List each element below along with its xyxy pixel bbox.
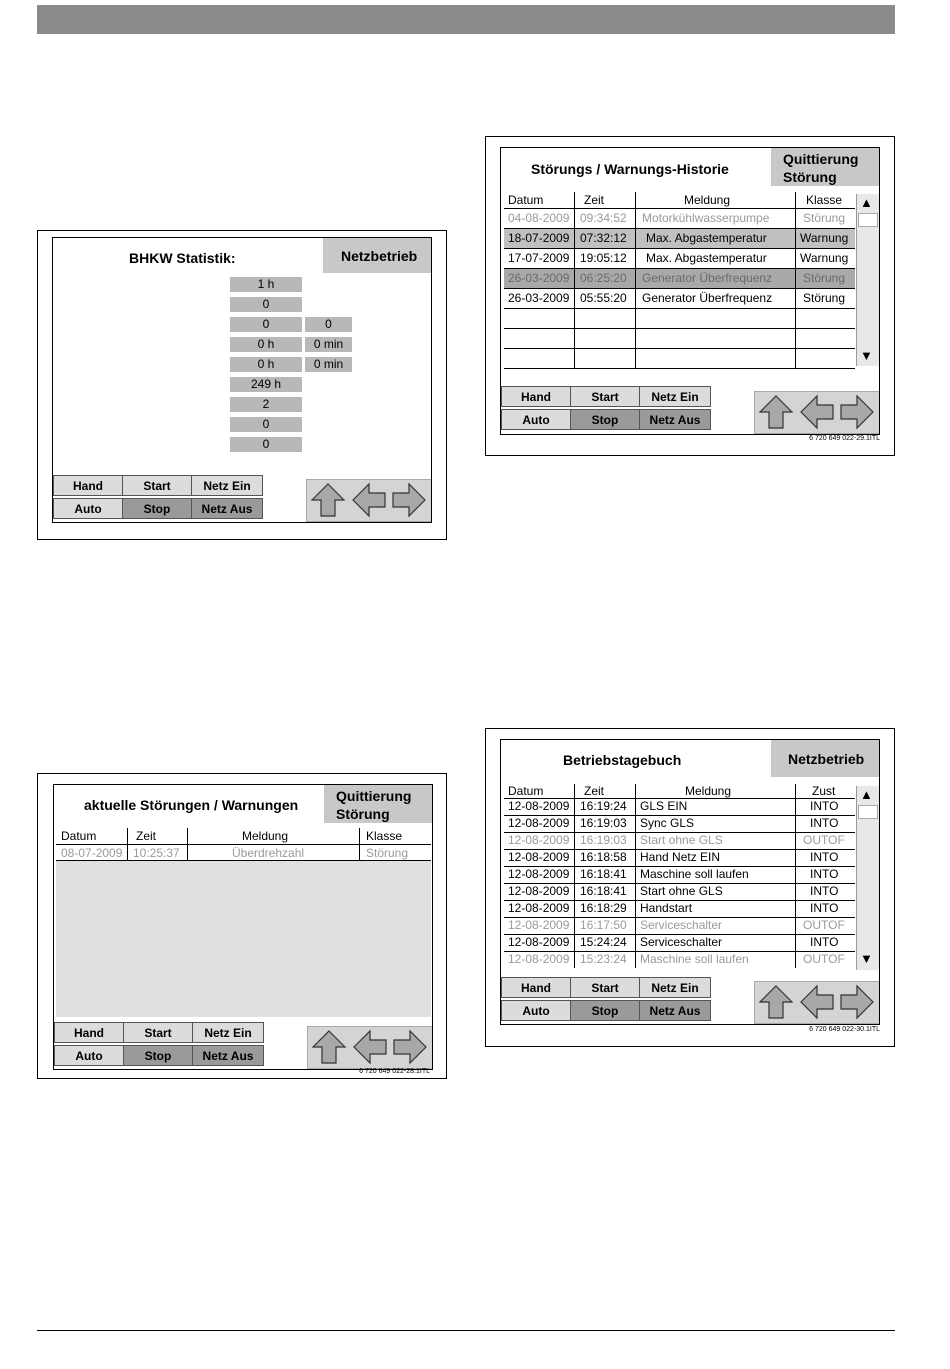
history-panel [485,136,895,456]
arrow-right-icon[interactable] [392,1029,428,1065]
start-button[interactable]: Start [570,386,640,407]
column-divider [635,784,636,968]
page-title: aktuelle Störungen / Warnungen [84,797,299,813]
navigation-group [754,981,880,1024]
stop-button[interactable]: Stop [570,409,640,430]
table-row[interactable]: 12-08-2009 16:18:41 Start ohne GLS INTO [504,884,855,901]
table-row[interactable]: 26-03-2009 05:55:20 Generator Überfrequenz Störung [504,289,855,309]
table-row[interactable]: 12-08-2009 16:19:24 GLS EIN INTO [504,799,855,816]
page-title: BHKW Statistik: [129,250,236,266]
stat-value: 0 [230,437,302,452]
column-header-datum: Datum [508,193,544,207]
table-header [56,828,431,845]
table-header [504,192,855,209]
column-header-meldung: Meldung [685,784,732,798]
table-row[interactable]: 12-08-2009 16:19:03 Sync GLS INTO [504,816,855,833]
quittierung-button[interactable]: Quittierung Störung [771,148,879,186]
navigation-group [306,479,432,522]
history-table [504,192,855,365]
stat-value: 249 h [230,377,302,392]
table-header [504,784,855,799]
arrow-right-icon[interactable] [839,984,875,1020]
current-screen [53,784,433,1070]
column-header-zust: Zust [812,784,836,798]
netz-aus-button[interactable]: Netz Aus [639,409,711,430]
figure-caption: 6 720 649 022-30.1ITL [809,1026,880,1033]
column-divider [127,828,128,861]
stat-value: 0 h [230,337,302,352]
auto-button[interactable]: Auto [54,1045,124,1066]
scroll-up-icon[interactable]: ▲ [860,195,873,210]
arrow-right-icon[interactable] [391,482,427,518]
arrow-up-icon[interactable] [311,1029,347,1065]
stat-value: 0 [230,297,302,312]
column-divider [574,784,575,968]
stat-value-secondary: 0 [305,317,352,332]
hand-button[interactable]: Hand [53,475,123,496]
scrollbar[interactable] [856,786,879,970]
stat-value: 0 [230,417,302,432]
column-header-zeit: Zeit [136,829,157,843]
stop-button[interactable]: Stop [570,1000,640,1021]
stat-value-secondary: 0 min [305,357,352,372]
status-badge: Netzbetrieb [323,238,431,273]
stat-value: 0 h [230,357,302,372]
column-divider [635,192,636,369]
table-row[interactable] [504,309,855,329]
table-row[interactable] [504,329,855,349]
table-row[interactable] [504,349,855,369]
start-button[interactable]: Start [123,1022,193,1043]
scroll-down-icon[interactable]: ▼ [860,951,873,966]
figure-caption: 6 720 649 022-29.1ITL [809,435,880,442]
scroll-up-icon[interactable]: ▲ [860,787,873,802]
auto-button[interactable]: Auto [53,498,123,519]
current-panel [37,773,447,1079]
stop-button[interactable]: Stop [123,1045,193,1066]
history-screen [500,147,880,435]
stop-button[interactable]: Stop [122,498,192,519]
column-divider [795,192,796,369]
column-divider [187,828,188,861]
column-header-klasse: Klasse [366,829,403,843]
stats-screen [52,237,432,523]
table-row[interactable]: 12-08-2009 15:24:24 Serviceschalter INTO [504,935,855,952]
header-bar [37,5,895,34]
status-badge: Netzbetrieb [771,740,879,777]
current-table [56,828,431,1018]
navigation-group [307,1026,433,1069]
stat-value: 0 [230,317,302,332]
hand-button[interactable]: Hand [501,386,571,407]
scroll-down-icon[interactable]: ▼ [860,348,873,363]
auto-button[interactable]: Auto [501,1000,571,1021]
table-row[interactable]: 12-08-2009 16:18:58 Hand Netz EIN INTO [504,850,855,867]
page-title: Betriebstagebuch [563,752,682,768]
quittierung-button[interactable]: Quittierung Störung [324,785,432,823]
arrow-up-icon[interactable] [758,984,794,1020]
hand-button[interactable]: Hand [54,1022,124,1043]
netz-ein-button[interactable]: Netz Ein [639,977,711,998]
netz-ein-button[interactable]: Netz Ein [639,386,711,407]
netz-aus-button[interactable]: Netz Aus [191,498,263,519]
logbook-table [504,784,855,972]
figure-caption: 6 720 649 022-28.1ITL [359,1068,430,1075]
column-divider [574,192,575,369]
column-divider [795,784,796,968]
scroll-thumb[interactable] [858,213,878,227]
page-title: Störungs / Warnungs-Historie [531,161,729,177]
column-header-datum: Datum [61,829,97,843]
arrow-up-icon[interactable] [310,482,346,518]
stats-panel [37,230,447,540]
arrow-right-icon[interactable] [839,394,875,430]
column-header-datum: Datum [508,784,544,798]
netz-aus-button[interactable]: Netz Aus [639,1000,711,1021]
table-row[interactable]: 08-07-2009 10:25:37 Überdrehzahl Störung [56,845,431,861]
stat-value-secondary: 0 min [305,337,352,352]
table-row[interactable]: 04-08-2009 09:34:52 Motorkühlwasserpumpe Störung [504,209,855,229]
table-row[interactable]: 12-08-2009 16:17:50 Serviceschalter OUTOF [504,918,855,935]
table-row[interactable]: 12-08-2009 16:18:41 Maschine soll laufen INTO [504,867,855,884]
netz-ein-button[interactable]: Netz Ein [192,1022,264,1043]
stat-value: 2 [230,397,302,412]
table-row[interactable]: 12-08-2009 15:23:24 Maschine soll laufen OUTOF [508,952,845,966]
hand-button[interactable]: Hand [501,977,571,998]
empty-list-area [56,861,431,1017]
column-divider [359,828,360,861]
table-row[interactable]: 12-08-2009 16:18:29 Handstart INTO [504,901,855,918]
footer-rule [37,1330,895,1331]
column-header-klasse: Klasse [806,193,843,207]
column-header-zeit: Zeit [584,193,605,207]
navigation-group [754,391,880,434]
stat-value: 1 h [230,277,302,292]
arrow-left-icon[interactable] [352,1029,388,1065]
column-header-zeit: Zeit [584,784,605,798]
logbook-screen [500,739,880,1025]
table-row[interactable]: 26-03-2009 06:25:20 Generator Überfrequenz Störung [504,269,855,289]
arrow-left-icon[interactable] [351,482,387,518]
column-header-meldung: Meldung [684,193,731,207]
logbook-panel [485,728,895,1047]
arrow-left-icon[interactable] [799,394,835,430]
start-button[interactable]: Start [122,475,192,496]
netz-aus-button[interactable]: Netz Aus [192,1045,264,1066]
start-button[interactable]: Start [570,977,640,998]
arrow-left-icon[interactable] [799,984,835,1020]
arrow-up-icon[interactable] [758,394,794,430]
scrollbar[interactable] [856,194,879,366]
table-row[interactable]: 12-08-2009 16:19:03 Start ohne GLS OUTOF [504,833,855,850]
table-row[interactable]: 17-07-2009 19:05:12 Max. Abgastemperatur Warnung [504,249,855,269]
netz-ein-button[interactable]: Netz Ein [191,475,263,496]
auto-button[interactable]: Auto [501,409,571,430]
column-header-meldung: Meldung [242,829,289,843]
scroll-thumb[interactable] [858,805,878,819]
table-row[interactable]: 18-07-2009 07:32:12 Max. Abgastemperatur Warnung [504,229,855,249]
